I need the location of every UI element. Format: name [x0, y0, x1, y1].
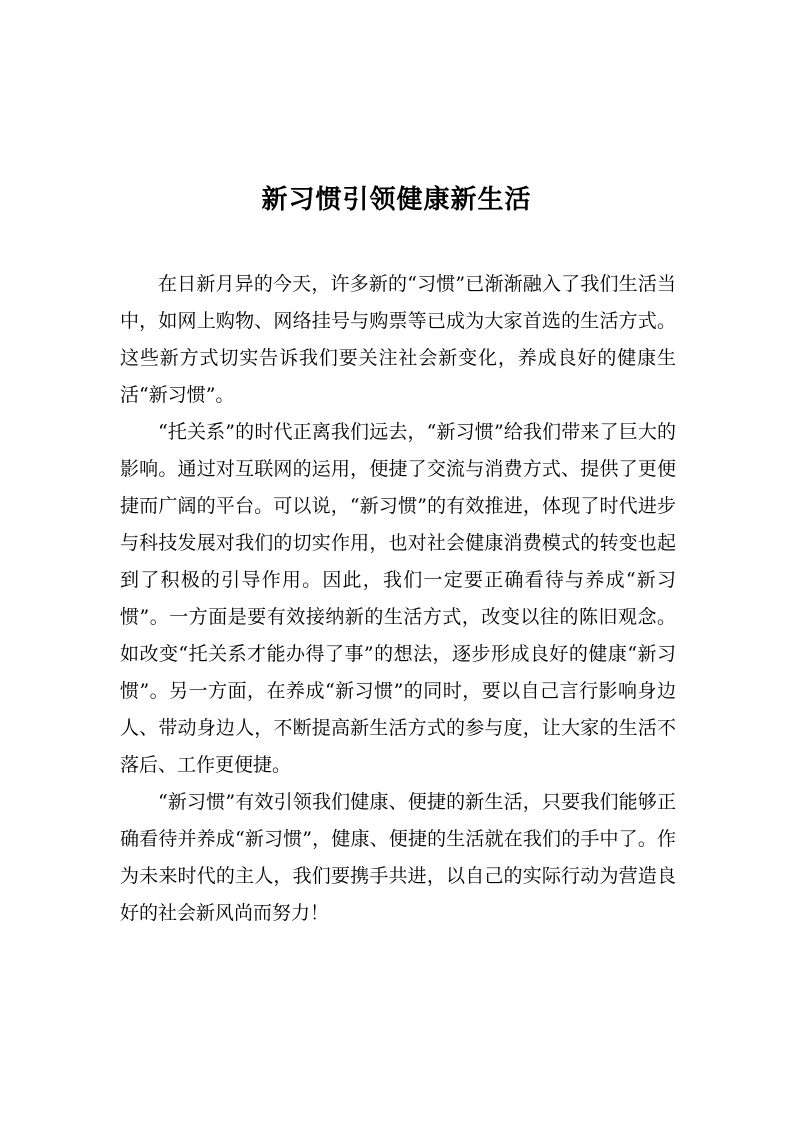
body-paragraph-3: “新习惯”有效引领我们健康、便捷的新生活，只要我们能够正确看待并养成“新习惯”，健康、便捷的生活就在我们的手中了。作为未来时代的主人，我们要携手共进，以自己的实际行动为营造良好的社会新风尚而努力！ — [120, 791, 676, 924]
document-title: 新习惯引领健康新生活 — [261, 185, 532, 215]
body-paragraph-1: 在日新月异的今天，许多新的“习惯”已渐渐融入了我们生活当中，如网上购物、网络挂号与购票等已成为大家首选的生活方式。这些新方式切实告诉我们要关注社会新变化，养成良好的健康生活“新习惯”。 — [120, 273, 676, 406]
document-body — [120, 266, 676, 932]
body-paragraph-2: “托关系”的时代正离我们远去，“新习惯”给我们带来了巨大的影响。通过对互联网的运用，便捷了交流与消费方式、提供了更便捷而广阔的平台。可以说，“新习惯”的有效推进，体现了时代进步与科技发展对我们的切实作用，也对社会健康消费模式的转变也起到了积极的引导作用。因此，我们一定要正确看待与养成“新习惯”。一方面是要有效接纳新的生活方式，改变以往的陈旧观念。如改变“托关系才能办得了事”的想法，逐步形成良好的健康“新习惯”。另一方面，在养成“新习惯”的同时，要以自己言行影响身边人、带动身边人，不断提高新生活方式的参与度，让大家的生活不落后、工作更便捷。 — [120, 421, 676, 776]
